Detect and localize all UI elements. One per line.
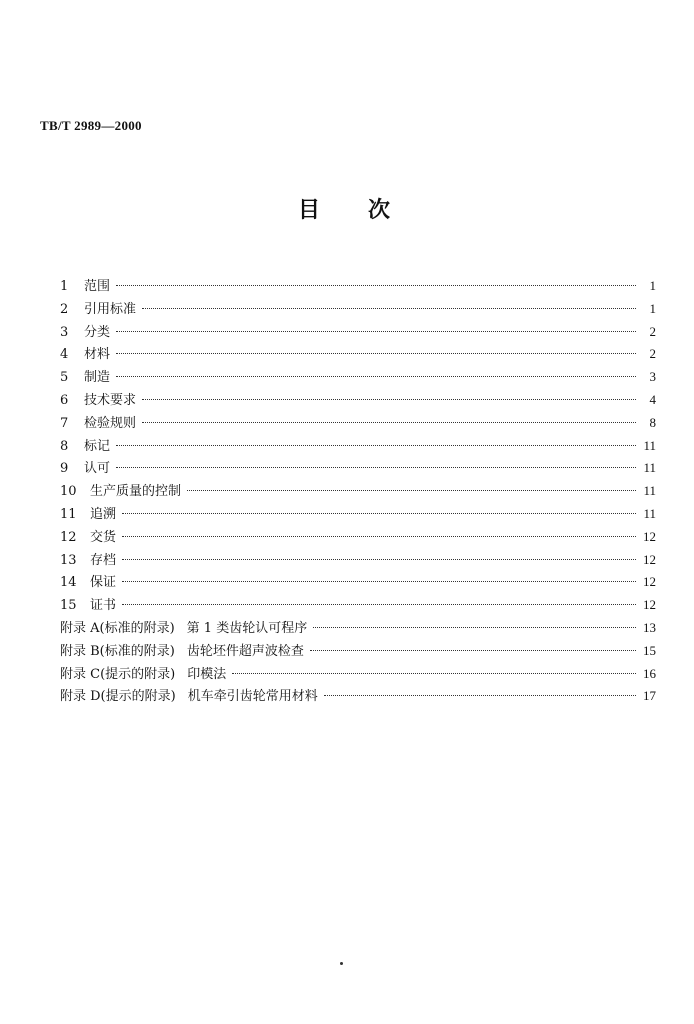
toc-appendix-entry[interactable]	[60, 640, 656, 663]
leader-dots	[142, 422, 636, 423]
entry-page: 11	[643, 483, 656, 499]
entry-page: 16	[643, 665, 656, 681]
entry-number: 11	[60, 506, 77, 522]
entry-page: 2	[649, 323, 656, 339]
toc-appendix-entry[interactable]	[60, 685, 656, 708]
appendix-label: 附录 A(标准的附录)	[60, 620, 175, 636]
toc-title-char-2: 次	[368, 197, 391, 223]
leader-dots	[122, 581, 636, 582]
toc-entry[interactable]	[60, 321, 656, 344]
entry-page: 12	[643, 597, 656, 613]
entry-title: 证书	[90, 598, 117, 614]
leader-dots	[122, 513, 636, 514]
leader-dots	[313, 627, 636, 628]
entry-number: 1	[60, 279, 69, 294]
leader-dots	[187, 490, 636, 491]
entry-title: 保证	[90, 575, 117, 591]
entry-title: 范围	[84, 279, 111, 294]
leader-dots	[116, 445, 636, 446]
entry-number: 8	[60, 438, 69, 454]
entry-page: 11	[643, 437, 656, 453]
entry-number: 9	[60, 461, 69, 477]
entry-title: 制造	[84, 370, 111, 386]
standard-number: TB/T 2989—2000	[40, 118, 142, 133]
toc-entry[interactable]	[60, 343, 656, 366]
leader-dots	[122, 559, 636, 560]
entry-title: 生产质量的控制	[90, 484, 182, 500]
toc-entry[interactable]	[60, 366, 656, 389]
leader-dots	[324, 695, 636, 696]
entry-number: 7	[60, 415, 69, 431]
entry-title: 引用标准	[84, 301, 137, 317]
leader-dots	[116, 376, 636, 377]
toc-list	[60, 275, 656, 708]
entry-number: 15	[60, 598, 77, 614]
toc-title-char-1: 目	[298, 197, 321, 223]
entry-page: 8	[649, 414, 656, 430]
leader-dots	[122, 536, 636, 537]
leader-dots	[116, 285, 636, 286]
toc-entry[interactable]	[60, 571, 656, 594]
entry-title: 认可	[84, 461, 111, 477]
entry-title: 存档	[90, 552, 117, 568]
toc-entry[interactable]	[60, 503, 656, 526]
leader-dots	[122, 604, 636, 605]
entry-page: 11	[643, 460, 656, 476]
toc-entry[interactable]	[60, 480, 656, 503]
appendix-title: 机车牵引齿轮常用材料	[187, 689, 318, 705]
entry-page: 2	[649, 346, 656, 362]
entry-title: 检验规则	[84, 415, 137, 431]
leader-dots	[116, 467, 636, 468]
entry-number: 14	[60, 575, 77, 591]
toc-entry[interactable]	[60, 526, 656, 549]
entry-number: 2	[60, 301, 69, 317]
entry-number: 5	[60, 370, 69, 386]
entry-number: 12	[60, 529, 77, 545]
leader-dots	[116, 353, 636, 354]
leader-dots	[142, 308, 636, 309]
entry-page: 4	[649, 391, 656, 407]
entry-title: 材料	[84, 347, 111, 363]
toc-entry[interactable]	[60, 389, 656, 412]
toc-entry[interactable]	[60, 412, 656, 435]
entry-page: 13	[643, 619, 656, 635]
entry-number: 13	[60, 552, 77, 568]
leader-dots	[310, 650, 636, 651]
appendix-label: 附录 D(提示的附录)	[60, 689, 176, 705]
entry-page: 15	[643, 642, 656, 658]
entry-title: 技术要求	[84, 392, 137, 408]
toc-entry[interactable]	[60, 457, 656, 480]
entry-number: 4	[60, 347, 69, 363]
appendix-title: 第 1 类齿轮认可程序	[186, 620, 308, 636]
entry-title: 标记	[84, 438, 111, 454]
entry-page: 1	[649, 278, 656, 293]
entry-number: 6	[60, 392, 69, 408]
appendix-title: 齿轮坯件超声波检查	[186, 643, 304, 659]
leader-dots	[232, 673, 636, 674]
appendix-title: 印模法	[187, 666, 227, 682]
entry-title: 交货	[90, 529, 117, 545]
appendix-label: 附录 B(标准的附录)	[60, 643, 175, 659]
entry-number: 10	[60, 484, 77, 500]
toc-entry[interactable]	[60, 594, 656, 617]
leader-dots	[116, 331, 636, 332]
toc-entry[interactable]	[60, 549, 656, 572]
entry-page: 12	[643, 574, 656, 590]
toc-entry[interactable]	[60, 275, 656, 298]
entry-page: 1	[649, 300, 656, 316]
toc-appendix-entry[interactable]	[60, 663, 656, 686]
entry-title: 分类	[84, 324, 111, 340]
leader-dots	[142, 399, 636, 400]
entry-page: 12	[643, 528, 656, 544]
entry-number: 3	[60, 324, 69, 340]
toc-entry[interactable]	[60, 298, 656, 321]
entry-page: 12	[643, 551, 656, 567]
entry-page: 11	[643, 505, 656, 521]
entry-page: 3	[649, 369, 656, 385]
page-marker-dot	[340, 962, 343, 965]
entry-page: 17	[643, 688, 656, 704]
entry-title: 追溯	[90, 506, 117, 522]
appendix-label: 附录 C(提示的附录)	[60, 666, 176, 682]
toc-appendix-entry[interactable]	[60, 617, 656, 640]
toc-entry[interactable]	[60, 435, 656, 458]
